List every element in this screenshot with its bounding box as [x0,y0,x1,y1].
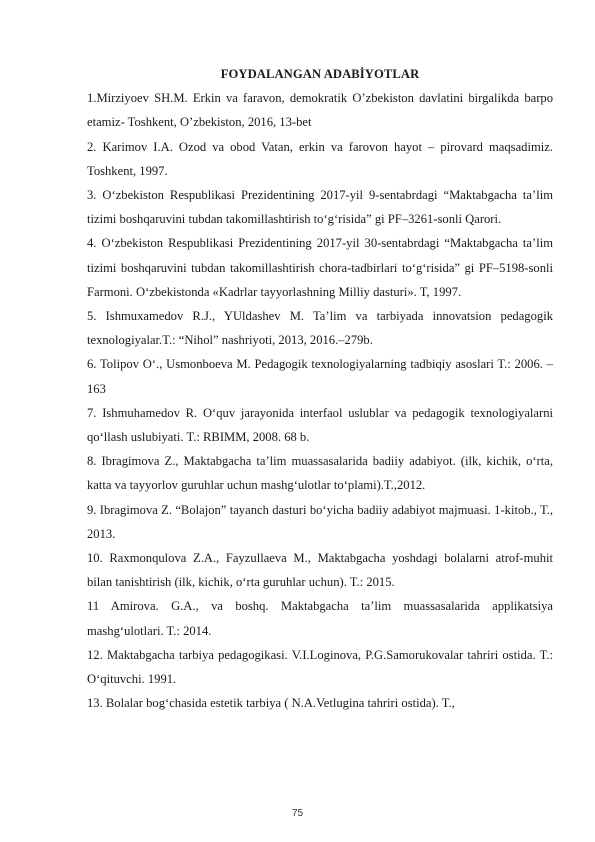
document-page [87,62,553,715]
page-number: 75 [291,808,304,819]
reference-item-5: 5. Ishmuxamedov R.J., YUldashev M. Ta’lim va tarbiyada innovatsion pedagogik texnologiyalar.T.: “Nihol” nashriyoti, 2013, 2016.–279b. [87,309,553,348]
reference-item-8: 8. Ibragimova Z., Maktabgacha ta’lim muassasalarida badiiy adabiyot. (ilk, kichik, o‘rta, katta va tayyorlov guruhlar uchun mashg‘ulotlar to‘plami).T.,2012. [87,454,553,493]
reference-item-12: 12. Maktabgacha tarbiya pedagogikasi. V.I.Loginova, P.G.Samorukovalar tahriri ostida. T.: O‘qituvchi. 1991. [87,647,553,687]
page-title: FOYDALANGAN ADABİYOTLAR [220,67,420,81]
reference-item-3: 3. O‘zbekiston Respublikasi Prezidentining 2017-yil 9-sentabrdagi “Maktabgacha ta’lim tizimi boshqaruvini tubdan takomillashtirish to‘g‘risida” gi PF–3261-sonli Qarori. [87,188,553,227]
reference-item-7: 7. Ishmuhamedov R. O‘quv jarayonida interfaol uslublar va pedagogik texnologiyalarni qo‘llash uslubiyati. T.: RBIMM, 2008. 68 b. [87,405,553,445]
reference-item-6: 6. Tolipov O‘., Usmonboeva M. Pedagogik texnologiyalarning tadbiqiy asoslari T.: 2006. – 163 [87,357,553,396]
reference-item-13: 13. Bolalar bog‘chasida estetik tarbiya ( N.A.Vetlugina tahriri ostida). T., [87,696,455,711]
reference-item-2: 2. Karimov I.A. Ozod va obod Vatan, erkin va farovon hayot – pirovard maqsadimiz. Toshkent, 1997. [87,139,553,178]
reference-item-4: 4. O‘zbekiston Respublikasi Prezidentining 2017-yil 30-sentabrdagi “Maktabgacha ta’lim tizimi boshqaruvini tubdan takomillashtirish chora-tadbirlari to‘g‘risida” gi PF–5198-sonli Farmoni. O‘zbekistonda «Kadrlar tayyorlashning Milliy dasturi». T, 1997. [87,236,553,299]
reference-list [87,86,553,715]
reference-item-9: 9. Ibragimova Z. “Bolajon” tayanch dasturi bo‘yicha badiiy adabiyot majmuasi. 1-kitob., T., 2013. [87,502,553,541]
reference-item-1: 1.Mirziyoev SH.M. Erkin va faravon, demokratik O’zbekiston davlatini birgalikda barpo etamiz- Toshkent, O’zbekiston, 2016, 13-bet [87,91,553,130]
reference-item-10: 10. Raxmonqulova Z.A., Fayzullaeva M., Maktabgacha yoshdagi bolalarni atrof-muhit bilan tanishtirish (ilk, kichik, o‘rta guruhlar uchun). T.: 2015. [87,551,553,590]
reference-item-11: 11 Amirova. G.A., va boshq. Maktabgacha ta’lim muassasalarida applikatsiya mashg‘ulotlari. T.: 2014. [87,599,553,638]
